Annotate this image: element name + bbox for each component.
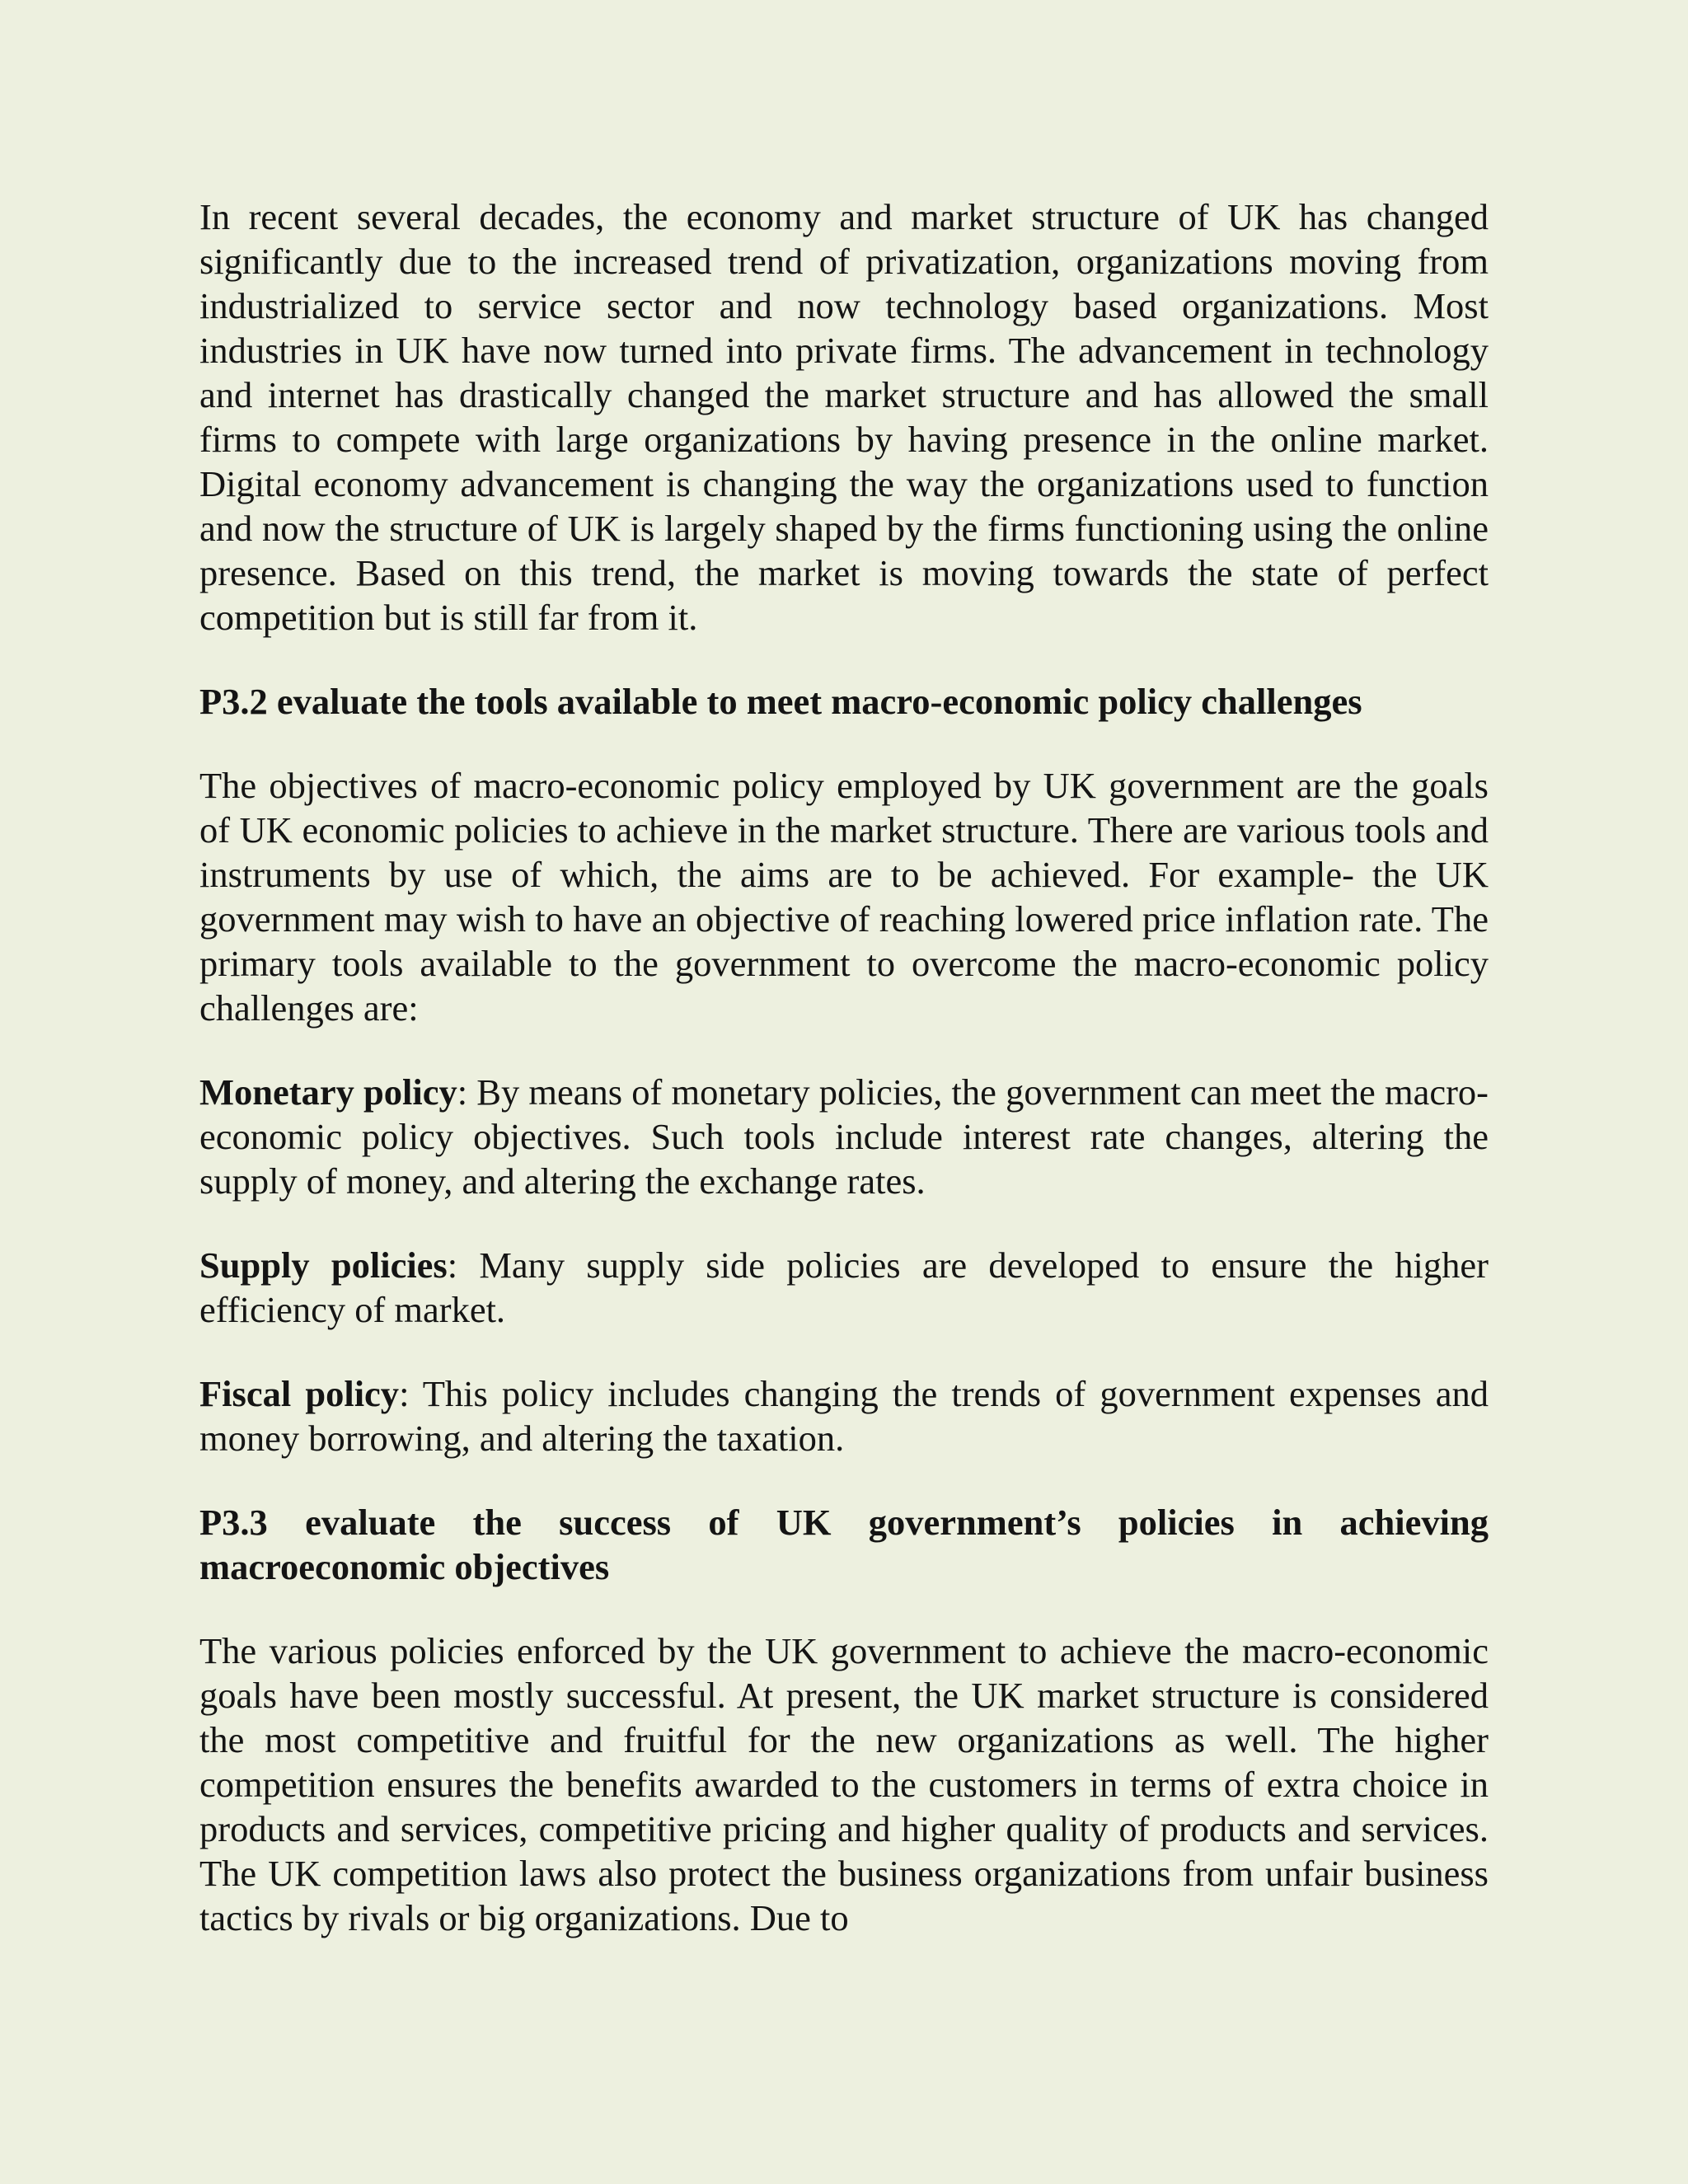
section-heading-p3-2: P3.2 evaluate the tools available to meet macro-economic policy challenges <box>199 681 1362 722</box>
p3-2-paragraph: The objectives of macro-economic policy employed by UK government are the goals of UK economic policies to achieve in the market structure. There are various tools and instruments by use of which, the aims are to be achieved. For example- the UK government may wish to have an objective of reaching lowered price inflation rate. The primary tools available to the government to overcome the macro-economic policy challenges are: <box>199 765 1489 1029</box>
p3-3-paragraph: The various policies enforced by the UK government to achieve the macro-economic goals have been mostly successful. At present, the UK market structure is considered the most competitive and fruitful for the new organizations as well. The higher competition ensures the benefits awarded to the customers in terms of extra choice in products and services, competitive pricing and higher quality of products and services. The UK competition laws also protect the business organizations from unfair business tactics by rivals or big organizations. Due to <box>199 1630 1489 1938</box>
fiscal-policy-paragraph <box>199 1371 1489 1460</box>
supply-policies-paragraph <box>199 1243 1489 1332</box>
monetary-policy-paragraph <box>199 1070 1489 1203</box>
fiscal-policy-term: Fiscal policy <box>199 1373 400 1414</box>
document-body <box>199 194 1489 1940</box>
monetary-policy-text: : By means of monetary policies, the government can meet the macro-economic policy objectives. Such tools include interest rate changes, altering the supply of money, and altering the exchange rates. <box>199 1071 1489 1202</box>
supply-policies-term: Supply policies <box>199 1244 448 1286</box>
intro-paragraph: In recent several decades, the economy and market structure of UK has changed significantly due to the increased trend of privatization, organizations moving from industrialized to service sector and now technology based organizations. Most industries in UK have now turned into private firms. The advancement in technology and internet has drastically changed the market structure and has allowed the small firms to compete with large organizations by having presence in the online market. Digital economy advancement is changing the way the organizations used to function and now the structure of UK is largely shaped by the firms functioning using the online presence. Based on this trend, the market is moving towards the state of perfect competition but is still far from it. <box>199 196 1489 638</box>
section-heading-p3-3: P3.3 evaluate the success of UK government’s policies in achieving macroeconomic objectives <box>199 1502 1489 1587</box>
monetary-policy-term: Monetary policy <box>199 1071 457 1113</box>
fiscal-policy-text: : This policy includes changing the trends of government expenses and money borrowing, and altering the taxation. <box>199 1373 1489 1459</box>
supply-policies-text: : Many supply side policies are developed to ensure the higher efficiency of market. <box>199 1244 1489 1330</box>
